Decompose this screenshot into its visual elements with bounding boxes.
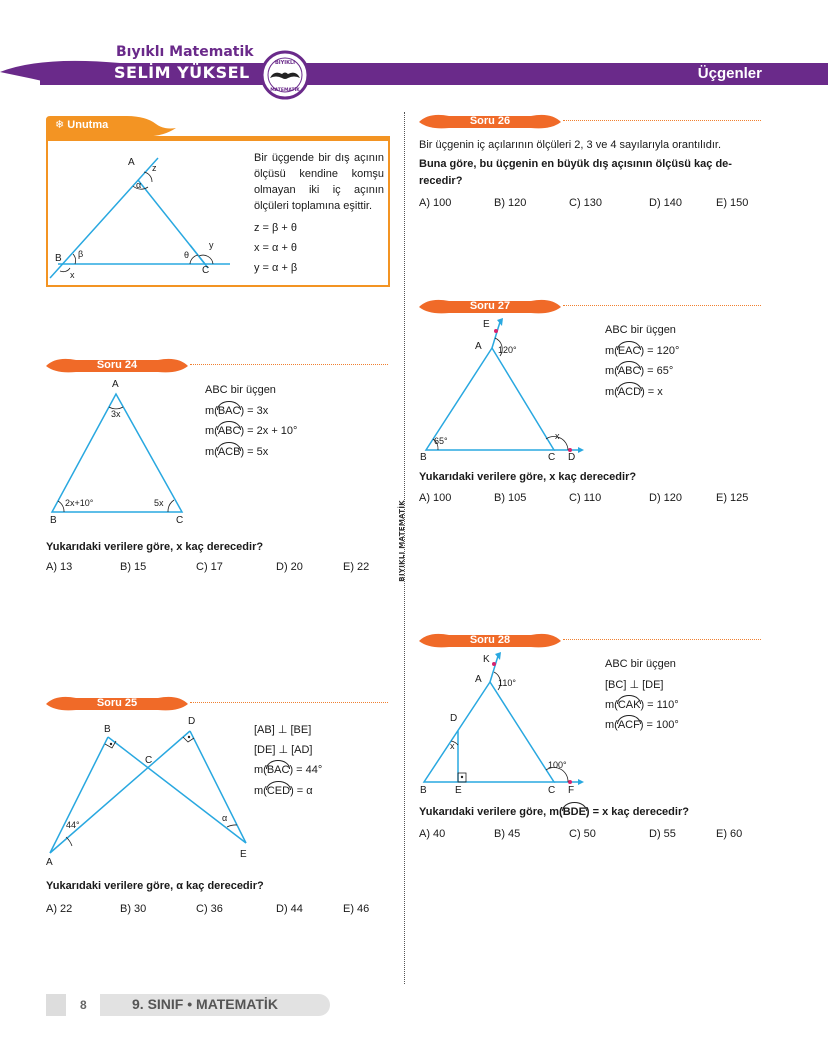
unutma-formula-3: y = α + β [254,262,298,274]
unutma-label-alpha: α [136,180,142,190]
soru28-given-1: ABC bir üçgen [605,658,676,670]
unutma-formula-2: x = α + θ [254,242,298,254]
soru25-given-3: m(BAC) = 44° [254,764,323,776]
soru26-option-d[interactable]: D) 140 [649,197,683,209]
footer-square [46,994,66,1016]
soru27-label-B: B [420,452,427,463]
soru25-angle-alpha: α [222,813,228,823]
soru28-label-D: D [450,713,458,724]
soru28-given-2: [BC] ⊥ [DE] [605,679,664,691]
soru27-label-C: C [548,452,556,463]
soru26-dots [563,120,761,121]
soru27-label-D: D [568,452,576,463]
soru27-option-a[interactable]: A) 100 [419,492,452,504]
soru24-given-1: ABC bir üçgen [205,384,276,396]
soru25-label-D: D [188,716,196,727]
soru28-angle-A: 110° [498,678,516,688]
soru27-title: Soru 27 [469,300,511,312]
soru28-option-a[interactable]: A) 40 [419,828,446,840]
soru25-question: Yukarıdaki verilere göre, α kaç derecedir? [46,880,264,892]
soru27-given-4: m(ACD) = x [605,386,663,398]
unutma-text: Bir üçgende bir dış açının ölçüsü kendine komşu olmayan iki iç açının ölçüleri toplamına eşittir. [254,152,384,212]
soru28-option-e[interactable]: E) 60 [716,828,743,840]
mustache-logo-icon [260,50,310,100]
svg-text:BIYIKLI: BIYIKLI [274,60,296,66]
soru24-option-d[interactable]: D) 20 [276,561,303,573]
soru26-text: Bir üçgenin iç açılarının ölçüleri 2, 3 ve 4 sayılarıyla orantılıdır. [419,139,722,151]
soru27-option-c[interactable]: C) 110 [569,492,602,504]
unutma-label-A: A [128,157,135,168]
soru25-label-C: C [145,755,153,766]
footer-grade: 9. SINIF • MATEMATİK [132,996,278,1012]
unutma-label-B: B [55,253,62,264]
soru28-label-F: F [568,785,575,796]
soru28-dots [563,639,761,640]
unutma-formula-1: z = β + θ [254,222,298,234]
soru27-label-A: A [475,341,482,352]
soru25-label-A: A [46,857,53,868]
soru28-label-B: B [420,785,427,796]
section-title: Üçgenler [697,65,762,82]
soru28-label-E: E [455,785,462,796]
soru24-title: Soru 24 [96,359,138,371]
soru24-label-B: B [50,515,57,526]
unutma-label-theta: θ [184,250,190,260]
unutma-triangle-figure [50,150,250,285]
unutma-label-beta: β [78,249,84,259]
soru26-question-line1: Buna göre, bu üçgenin en büyük dış açısının ölçüsü kaç de- [419,158,732,170]
soru24-given-2: m(BAC) = 3x [205,405,269,417]
brand-main: SELİM YÜKSEL [114,63,250,82]
soru25-given-2: [DE] ⊥ [AD] [254,744,313,756]
unutma-label-y: y [209,240,214,250]
svg-text:MATEMATİK: MATEMATİK [270,88,300,93]
soru24-angle-A: 3x [111,409,121,419]
soru26-option-c[interactable]: C) 130 [569,197,603,209]
soru27-option-b[interactable]: B) 105 [494,492,527,504]
soru24-dots [190,364,388,365]
soru27-given-1: ABC bir üçgen [605,324,676,336]
soru28-label-C: C [548,785,556,796]
soru24-question: Yukarıdaki verilere göre, x kaç derecedir? [46,541,264,553]
soru26-option-a[interactable]: A) 100 [419,197,452,209]
soru25-label-B: B [104,724,111,735]
soru27-option-e[interactable]: E) 125 [716,492,749,504]
soru25-option-a[interactable]: A) 22 [46,903,73,915]
spine-text: BIYIKLI MATEMATİK [398,500,406,582]
soru28-given-4: m(ACF) = 100° [605,719,679,731]
soru24-angle-B: 2x+10° [65,498,94,508]
soru28-title: Soru 28 [469,634,511,646]
soru24-option-c[interactable]: C) 17 [196,561,223,573]
soru28-label-A: A [475,674,482,685]
soru25-option-d[interactable]: D) 44 [276,903,303,915]
soru25-figure [46,725,256,860]
soru25-angle-A: 44° [66,820,80,830]
soru24-angle-C: 5x [154,498,164,508]
soru24-label-C: C [176,515,184,526]
soru27-angle-B: 65° [434,436,448,446]
soru25-label-E: E [240,849,247,860]
soru28-question: Yukarıdaki verilere göre, m(BDE) = x kaç derecedir? [419,806,689,818]
soru24-given-3: m(ABC) = 2x + 10° [205,425,298,437]
unutma-label-x: x [70,270,75,280]
soru28-given-3: m(CAK) = 110° [605,699,679,711]
soru24-label-A: A [112,379,119,390]
soru24-option-e[interactable]: E) 22 [343,561,370,573]
soru28-angle-x: x [450,741,455,751]
soru24-given-4: m(ACB) = 5x [205,446,269,458]
page-number: 8 [80,998,87,1012]
soru25-dots [190,702,388,703]
soru28-option-c[interactable]: C) 50 [569,828,596,840]
unutma-title: ❄ Unutma [55,119,109,131]
soru28-angle-C: 100° [548,760,567,770]
soru27-option-d[interactable]: D) 120 [649,492,683,504]
soru25-option-e[interactable]: E) 46 [343,903,370,915]
snowflake-icon: ❄ [55,119,65,131]
soru25-title: Soru 25 [96,697,138,709]
soru28-option-d[interactable]: D) 55 [649,828,676,840]
soru24-option-a[interactable]: A) 13 [46,561,73,573]
soru27-label-E: E [483,319,490,330]
soru26-title: Soru 26 [469,115,511,127]
soru25-given-1: [AB] ⊥ [BE] [254,724,312,736]
soru25-given-4: m(CED) = α [254,785,313,797]
soru27-given-3: m(ABC) = 65° [605,365,674,377]
soru27-given-2: m(EAC) = 120° [605,345,680,357]
soru25-option-c[interactable]: C) 36 [196,903,223,915]
brand-top: Bıyıklı Matematik [116,44,254,60]
soru25-option-b[interactable]: B) 30 [120,903,147,915]
soru27-question: Yukarıdaki verilere göre, x kaç derecedir? [419,471,637,483]
unutma-label-z: z [152,163,157,173]
soru27-dots [563,305,761,306]
unutma-label-C: C [202,265,210,276]
soru26-question-line2: recedir? [419,175,463,187]
soru28-label-K: K [483,654,490,665]
soru26-option-b[interactable]: B) 120 [494,197,527,209]
soru27-angle-A: 120° [498,345,517,355]
soru27-angle-x: x [555,431,560,441]
soru26-option-e[interactable]: E) 150 [716,197,749,209]
soru27-figure [420,318,590,453]
soru24-option-b[interactable]: B) 15 [120,561,147,573]
soru28-option-b[interactable]: B) 45 [494,828,521,840]
